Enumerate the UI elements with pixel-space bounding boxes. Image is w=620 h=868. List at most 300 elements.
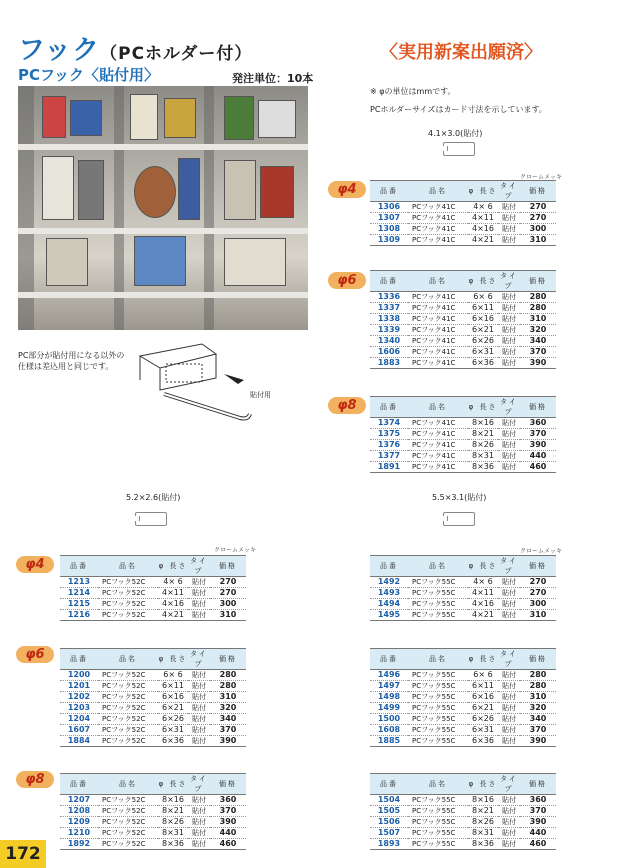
price: 370 (520, 725, 556, 736)
plating-note: クロームメッキ (520, 174, 563, 181)
product-code: 1891 (370, 462, 408, 473)
price: 390 (520, 440, 556, 451)
product-code: 1377 (370, 451, 408, 462)
product-code: 1337 (370, 303, 408, 314)
custom-note-line: PC部分が貼付用になる以外の (18, 351, 125, 360)
price: 320 (520, 325, 556, 336)
product-name: PCフック55C (408, 795, 468, 806)
size-note: PCホルダーサイズはカード寸法を示しています。 (370, 105, 547, 114)
table-row (370, 599, 556, 610)
table-row (60, 670, 246, 681)
table-row (370, 325, 556, 336)
product-name: PCフック41C (408, 429, 468, 440)
column-header: タイプ (498, 774, 520, 795)
product-name: PCフック55C (408, 714, 468, 725)
price: 280 (210, 681, 246, 692)
dimension: 6×11 (158, 681, 188, 692)
spec-table-grid (370, 773, 556, 850)
product-name: PCフック52C (98, 806, 158, 817)
spec-table (370, 270, 556, 369)
product-code: 1506 (370, 817, 408, 828)
mount-type: 貼付 (498, 358, 520, 369)
product-code: 1208 (60, 806, 98, 817)
mount-type: 貼付 (498, 725, 520, 736)
dimension: 8×36 (468, 462, 498, 473)
dimension: 8×36 (468, 839, 498, 850)
unit-note: ※ φの単位はmmです。 (370, 87, 456, 96)
price: 270 (520, 202, 556, 213)
phi-badge: φ6 (16, 646, 54, 663)
dimension: 6×21 (468, 703, 498, 714)
dimension: 6×21 (468, 325, 498, 336)
product-name: PCフック41C (408, 202, 468, 213)
product-code: 1209 (60, 817, 98, 828)
dimension: 8×21 (158, 806, 188, 817)
title-text: フック (18, 35, 101, 66)
table-row (60, 599, 246, 610)
table-row (370, 462, 556, 473)
column-header: 品名 (408, 556, 468, 577)
column-header: 品番 (60, 649, 98, 670)
price: 390 (520, 358, 556, 369)
table-row (370, 736, 556, 747)
table-row (370, 828, 556, 839)
column-header: 価格 (210, 556, 246, 577)
price: 440 (520, 451, 556, 462)
column-header: 品番 (370, 181, 408, 202)
dimension: 4× 6 (468, 202, 498, 213)
price: 310 (520, 610, 556, 621)
dimension: 6×36 (468, 358, 498, 369)
column-header: 価格 (520, 397, 556, 418)
table-row (370, 224, 556, 235)
product-code: 1204 (60, 714, 98, 725)
table-row (370, 670, 556, 681)
product-name: PCフック41C (408, 336, 468, 347)
plating-note: クロームメッキ (520, 548, 563, 555)
mount-type: 貼付 (498, 347, 520, 358)
column-header: 品番 (370, 271, 408, 292)
price: 440 (520, 828, 556, 839)
table-row (370, 714, 556, 725)
table-row (370, 588, 556, 599)
price: 460 (210, 839, 246, 850)
product-name: PCフック52C (98, 703, 158, 714)
product-code: 1507 (370, 828, 408, 839)
product-code: 1607 (60, 725, 98, 736)
mount-type: 貼付 (498, 839, 520, 850)
product-code: 1215 (60, 599, 98, 610)
mount-type: 貼付 (498, 806, 520, 817)
price: 300 (520, 224, 556, 235)
table-row (370, 213, 556, 224)
mount-type: 貼付 (188, 703, 210, 714)
mount-type: 貼付 (188, 795, 210, 806)
spec-table-grid (370, 270, 556, 369)
mount-type: 貼付 (498, 588, 520, 599)
phi-badge: φ4 (328, 181, 366, 198)
product-code: 1375 (370, 429, 408, 440)
price: 320 (520, 703, 556, 714)
spec-table (60, 773, 246, 850)
column-header: タイプ (498, 556, 520, 577)
table-row (370, 806, 556, 817)
product-code: 1493 (370, 588, 408, 599)
product-code: 1606 (370, 347, 408, 358)
product-name: PCフック55C (408, 806, 468, 817)
product-code: 1306 (370, 202, 408, 213)
spec-table (370, 396, 556, 473)
table-row (370, 358, 556, 369)
mount-type: 貼付 (498, 336, 520, 347)
column-header: 品番 (60, 774, 98, 795)
product-name: PCフック41C (408, 451, 468, 462)
price: 280 (520, 292, 556, 303)
table-header-row (60, 649, 246, 670)
dimension: 4×21 (468, 610, 498, 621)
product-code: 1494 (370, 599, 408, 610)
price: 310 (520, 314, 556, 325)
price: 340 (210, 714, 246, 725)
dimension: 6×21 (158, 703, 188, 714)
column-header: タイプ (498, 397, 520, 418)
column-header: タイプ (188, 556, 210, 577)
dimension: 6×16 (158, 692, 188, 703)
price: 300 (520, 599, 556, 610)
table-row (60, 828, 246, 839)
dimension: 4× 6 (468, 577, 498, 588)
dimension: 8×31 (468, 828, 498, 839)
card-size-55: 5.5×3.1(貼付) (432, 493, 487, 502)
column-header: 品名 (408, 397, 468, 418)
product-code: 1336 (370, 292, 408, 303)
product-name: PCフック52C (98, 736, 158, 747)
product-code: 1608 (370, 725, 408, 736)
table-row (60, 703, 246, 714)
dimension: 6×26 (468, 336, 498, 347)
price: 310 (210, 610, 246, 621)
table-row (370, 418, 556, 429)
table-header-row (370, 774, 556, 795)
table-header-row (60, 556, 246, 577)
dimension: 6×26 (158, 714, 188, 725)
column-header: 品名 (98, 774, 158, 795)
product-code: 1496 (370, 670, 408, 681)
mount-type: 貼付 (498, 703, 520, 714)
dimension: 4×11 (158, 588, 188, 599)
dimension: 6×11 (468, 303, 498, 314)
dimension: 4×21 (468, 235, 498, 246)
product-name: PCフック41C (408, 440, 468, 451)
spec-table-grid (60, 773, 246, 850)
column-header: 価格 (520, 649, 556, 670)
product-code: 1307 (370, 213, 408, 224)
price: 360 (210, 795, 246, 806)
column-header: タイプ (188, 774, 210, 795)
mount-type: 貼付 (498, 828, 520, 839)
product-code: 1203 (60, 703, 98, 714)
product-name: PCフック52C (98, 692, 158, 703)
product-name: PCフック41C (408, 462, 468, 473)
mount-type: 貼付 (498, 577, 520, 588)
product-name: PCフック52C (98, 577, 158, 588)
table-row (370, 795, 556, 806)
product-name: PCフック52C (98, 714, 158, 725)
product-code: 1497 (370, 681, 408, 692)
product-name: PCフック55C (408, 817, 468, 828)
dimension: 8×16 (158, 795, 188, 806)
mount-type: 貼付 (498, 714, 520, 725)
table-row (370, 314, 556, 325)
product-code: 1339 (370, 325, 408, 336)
column-header: φ 長さ (158, 556, 188, 577)
product-code: 1207 (60, 795, 98, 806)
table-row (370, 235, 556, 246)
price: 340 (520, 336, 556, 347)
table-row (60, 806, 246, 817)
dimension: 8×36 (158, 839, 188, 850)
product-name: PCフック41C (408, 325, 468, 336)
price: 310 (520, 235, 556, 246)
column-header: φ 長さ (158, 649, 188, 670)
price: 280 (210, 670, 246, 681)
price: 390 (210, 817, 246, 828)
table-row (60, 681, 246, 692)
product-code: 1216 (60, 610, 98, 621)
mount-type: 貼付 (498, 736, 520, 747)
table-row (60, 588, 246, 599)
product-name: PCフック52C (98, 599, 158, 610)
table-row (60, 692, 246, 703)
product-code: 1309 (370, 235, 408, 246)
mount-type: 貼付 (498, 314, 520, 325)
table-row (370, 692, 556, 703)
product-code: 1504 (370, 795, 408, 806)
patent-notice: 〈実用新案出願済〉 (380, 42, 542, 63)
column-header: タイプ (498, 181, 520, 202)
plating-note: クロームメッキ (214, 547, 257, 554)
price: 270 (520, 577, 556, 588)
product-code: 1883 (370, 358, 408, 369)
mount-type: 貼付 (188, 714, 210, 725)
product-code: 1200 (60, 670, 98, 681)
product-code: 1884 (60, 736, 98, 747)
table-row (60, 817, 246, 828)
spec-table (60, 648, 246, 747)
price: 270 (210, 577, 246, 588)
product-name: PCフック41C (408, 235, 468, 246)
price: 270 (210, 588, 246, 599)
product-code: 1308 (370, 224, 408, 235)
table-row (370, 429, 556, 440)
column-header: 品名 (408, 649, 468, 670)
mount-type: 貼付 (188, 577, 210, 588)
product-code: 1338 (370, 314, 408, 325)
dimension: 6×31 (468, 725, 498, 736)
product-code: 1500 (370, 714, 408, 725)
price: 320 (210, 703, 246, 714)
product-name: PCフック41C (408, 213, 468, 224)
product-name: PCフック55C (408, 577, 468, 588)
mount-type: 貼付 (498, 235, 520, 246)
page-title (18, 28, 252, 67)
table-header-row (370, 271, 556, 292)
card-size-52: 5.2×2.6(貼付) (126, 493, 181, 502)
table-row (60, 577, 246, 588)
column-header: 品番 (370, 397, 408, 418)
column-header: 品番 (370, 649, 408, 670)
product-name: PCフック55C (408, 839, 468, 850)
phi-badge: φ6 (328, 272, 366, 289)
table-row (370, 817, 556, 828)
mount-type: 貼付 (498, 429, 520, 440)
dimension: 4× 6 (158, 577, 188, 588)
table-row (370, 725, 556, 736)
mount-type: 貼付 (498, 692, 520, 703)
dimension: 8×26 (468, 440, 498, 451)
price: 370 (210, 806, 246, 817)
mount-type: 貼付 (188, 670, 210, 681)
card-icon (443, 142, 475, 156)
mount-type: 貼付 (188, 736, 210, 747)
price: 360 (520, 418, 556, 429)
column-header: 品番 (370, 774, 408, 795)
column-header: 価格 (520, 181, 556, 202)
dimension: 4×16 (158, 599, 188, 610)
product-name: PCフック52C (98, 817, 158, 828)
column-header: 価格 (520, 271, 556, 292)
dimension: 8×31 (158, 828, 188, 839)
table-row (370, 451, 556, 462)
product-name: PCフック52C (98, 725, 158, 736)
product-name: PCフック55C (408, 736, 468, 747)
table-row (370, 202, 556, 213)
column-header: 価格 (210, 649, 246, 670)
column-header: φ 長さ (468, 181, 498, 202)
product-name: PCフック55C (408, 610, 468, 621)
column-header: φ 長さ (468, 649, 498, 670)
product-name: PCフック41C (408, 224, 468, 235)
product-name: PCフック55C (408, 681, 468, 692)
product-name: PCフック52C (98, 588, 158, 599)
product-name: PCフック52C (98, 610, 158, 621)
phi-badge: φ4 (16, 556, 54, 573)
mount-type: 貼付 (498, 681, 520, 692)
dimension: 6× 6 (468, 670, 498, 681)
table-row (370, 347, 556, 358)
mount-type: 貼付 (188, 828, 210, 839)
product-name: PCフック55C (408, 670, 468, 681)
column-header: φ 長さ (468, 397, 498, 418)
price: 300 (210, 599, 246, 610)
diagram-label: 貼付用 (250, 391, 271, 399)
mount-type: 貼付 (498, 440, 520, 451)
spec-table (370, 773, 556, 850)
product-name: PCフック41C (408, 314, 468, 325)
table-row (60, 839, 246, 850)
dimension: 4×21 (158, 610, 188, 621)
price: 280 (520, 303, 556, 314)
price: 460 (520, 462, 556, 473)
mount-type: 貼付 (498, 292, 520, 303)
mount-type: 貼付 (498, 610, 520, 621)
dimension: 6×11 (468, 681, 498, 692)
dimension: 4×16 (468, 599, 498, 610)
table-row (370, 839, 556, 850)
table-row (60, 795, 246, 806)
product-name: PCフック41C (408, 347, 468, 358)
mount-type: 貼付 (188, 692, 210, 703)
column-header: タイプ (188, 649, 210, 670)
spec-table-grid (370, 555, 556, 621)
dimension: 8×16 (468, 418, 498, 429)
mount-type: 貼付 (498, 325, 520, 336)
price: 370 (520, 347, 556, 358)
dimension: 4×16 (468, 224, 498, 235)
custom-note (18, 350, 124, 372)
price: 370 (520, 429, 556, 440)
product-name: PCフック55C (408, 725, 468, 736)
table-row (60, 736, 246, 747)
mount-type: 貼付 (498, 670, 520, 681)
title-sub: （PCホルダー付） (100, 44, 253, 64)
product-code: 1340 (370, 336, 408, 347)
phi-badge: φ8 (16, 771, 54, 788)
column-header: 価格 (520, 774, 556, 795)
product-code: 1210 (60, 828, 98, 839)
dimension: 8×31 (468, 451, 498, 462)
dimension: 6×36 (158, 736, 188, 747)
mount-type: 貼付 (188, 681, 210, 692)
order-unit: 発注単位：10本 (232, 72, 314, 85)
product-photo (18, 86, 308, 330)
spec-table (370, 648, 556, 747)
mount-type: 貼付 (188, 725, 210, 736)
table-header-row (60, 774, 246, 795)
spec-table-grid (370, 648, 556, 747)
dimension: 8×26 (468, 817, 498, 828)
mount-type: 貼付 (498, 202, 520, 213)
product-name: PCフック52C (98, 828, 158, 839)
table-header-row (370, 649, 556, 670)
mount-type: 貼付 (498, 599, 520, 610)
price: 270 (520, 588, 556, 599)
dimension: 8×21 (468, 806, 498, 817)
dimension: 6×31 (158, 725, 188, 736)
table-row (60, 725, 246, 736)
price: 310 (210, 692, 246, 703)
price: 440 (210, 828, 246, 839)
price: 310 (520, 692, 556, 703)
product-code: 1492 (370, 577, 408, 588)
product-code: 1214 (60, 588, 98, 599)
product-name: PCフック55C (408, 692, 468, 703)
mount-type: 貼付 (188, 588, 210, 599)
table-row (370, 303, 556, 314)
price: 340 (520, 714, 556, 725)
mount-type: 貼付 (498, 462, 520, 473)
product-name: PCフック41C (408, 303, 468, 314)
product-code: 1505 (370, 806, 408, 817)
custom-note-line: 仕様は差込用と同じです。 (18, 362, 114, 371)
table-header-row (370, 181, 556, 202)
column-header: 品名 (98, 556, 158, 577)
price: 390 (520, 736, 556, 747)
column-header: 品番 (60, 556, 98, 577)
column-header: 価格 (520, 556, 556, 577)
dimension: 8×21 (468, 429, 498, 440)
product-name: PCフック55C (408, 828, 468, 839)
